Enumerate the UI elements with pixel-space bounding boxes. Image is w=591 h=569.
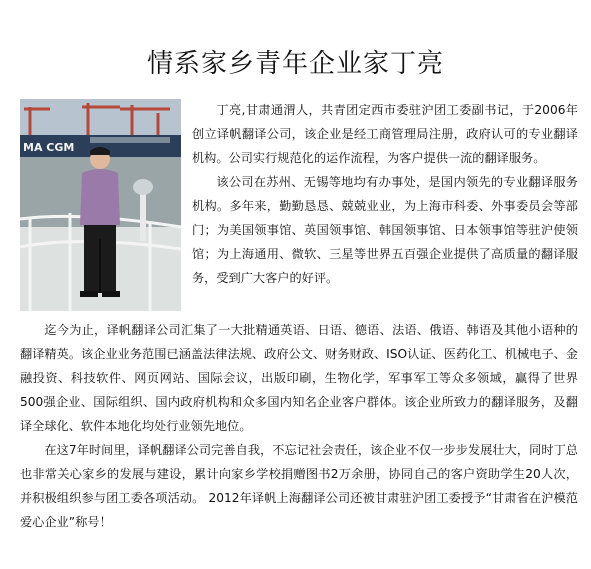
ship-label: MA CGM (23, 141, 75, 154)
intro-text (192, 98, 578, 290)
body-text (20, 318, 578, 534)
paragraph-2: 该公司在苏州、无锡等地均有办事处，是国内领先的专业翻译服务机构。多年来，勤勤恳恳、兢兢业业，为上海市科委、外事委员会等部门；为美国领事馆、英国领事馆、韩国领事馆、日本领事馆等驻沪使领馆；为上海通用、微软、三星等世界五百强企业提供了高质量的翻译服务，受到广大客户的好评。 (192, 175, 578, 285)
portrait-photo (20, 99, 181, 311)
paragraph-1: 丁亮,甘肃通渭人，共青团定西市委驻沪团工委副书记，于2006年创立译帆翻译公司，该企业是经工商管理局注册，政府认可的专业翻译机构。公司实行规范化的运作流程，为客户提供一流的翻译服务。 (192, 103, 578, 165)
paragraph-3: 迄今为止，译帆翻译公司汇集了一大批精通英语、日语、德语、法语、俄语、韩语及其他小语种的翻译精英。该企业业务范围已涵盖法律法规、政府公文、财务财政、ISO认证、医药化工、机械电子、金融投资、科技软件、网页网站、国际会议，出版印刷，生物化学，军事军工等众多领域，赢得了世界500强企业、国际组织、国内政府机构和众多国内知名企业客户群体。该企业所致力的翻译服务，及翻译全球化、软件本地化均处行业领先地位。 (20, 323, 578, 433)
page-title: 情系家乡青年企业家丁亮 (146, 49, 444, 80)
paragraph-4: 在这7年时间里，译帆翻译公司完善自我，不忘记社会责任，该企业不仅一步步发展壮大，同时丁总也非常关心家乡的发展与建设，累计向家乡学校捐赠图书2万余册，协同自己的客户资助学生20人次，并积极组织参与团工委各项活动。 2012年译帆上海翻译公司还被甘肃驻沪团工委授予“甘肃省在沪模范爱心企业”称号！ (20, 443, 578, 529)
